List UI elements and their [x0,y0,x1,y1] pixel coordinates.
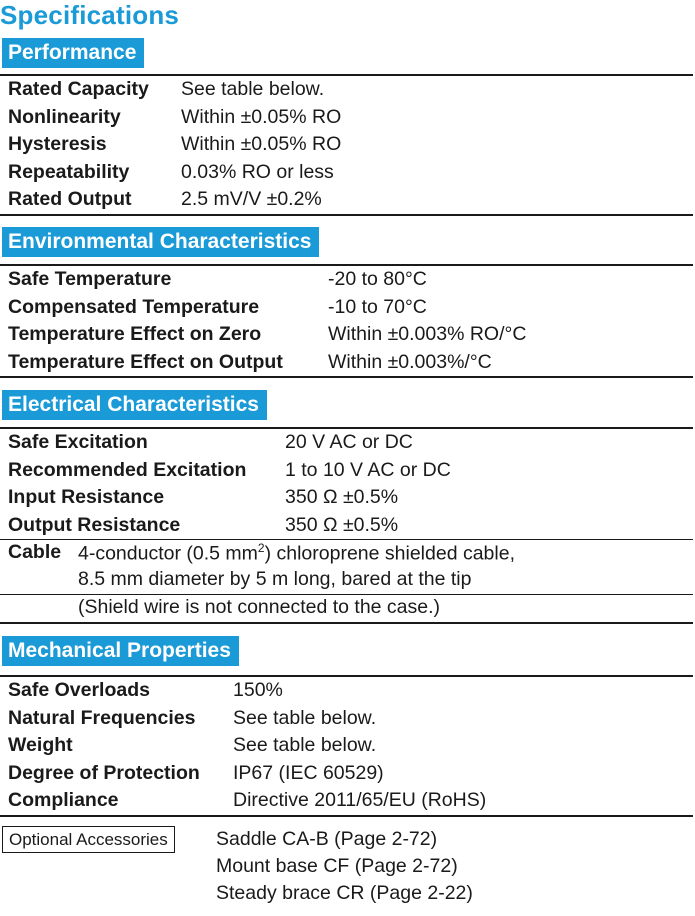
spec-value: 20 V AC or DC [285,431,413,453]
accessory-item: Saddle CA-B (Page 2-72) [216,828,438,850]
performance-heading: Performance [2,38,144,68]
spec-value: Within ±0.05% RO [181,105,342,128]
spec-value: -20 to 80°C [328,268,427,290]
spec-label: Rated Capacity [8,78,149,100]
spec-label: Safe Overloads [8,679,150,701]
spec-label: Recommended Excitation [8,458,247,481]
optional-accessories-label: Optional Accessories [2,826,175,853]
accessory-item: Steady brace CR (Page 2-22) [216,882,473,904]
spec-row [0,429,693,457]
spec-row [0,349,693,377]
spec-row [0,266,693,294]
spec-label: Nonlinearity [8,105,121,128]
spec-label: Degree of Protection [8,761,200,784]
spec-value: 350 Ω ±0.5% [285,486,399,508]
spec-label: Rated Output [8,188,132,210]
performance-table [0,74,693,216]
spec-row [0,186,693,214]
spec-row [0,732,693,760]
cable-line-1-end: ) chloroprene shielded cable, [264,542,515,565]
spec-value: -10 to 70°C [328,295,427,318]
environmental-heading: Environmental Characteristics [2,227,319,257]
spec-value: See table below. [233,734,377,756]
page-title: Specifications [0,0,180,30]
spec-label: Repeatability [8,160,130,183]
spec-label: Natural Frequencies [8,706,196,729]
accessory-item: Mount base CF (Page 2-72) [216,855,458,877]
spec-value: See table below. [181,78,325,100]
spec-value: See table below. [233,706,377,729]
spec-row [0,131,693,159]
spec-value: Within ±0.003% RO/°C [328,323,527,345]
spec-value: Within ±0.003%/°C [328,350,492,373]
spec-label: Hysteresis [8,133,107,155]
cable-divider [0,594,693,595]
spec-row [0,159,693,187]
spec-value: 350 Ω ±0.5% [285,513,399,536]
spec-value: Within ±0.05% RO [181,133,342,155]
spec-row [0,104,693,132]
cable-label: Cable [8,541,62,563]
spec-value: 2.5 mV/V ±0.2% [181,188,322,210]
spec-row [0,457,693,485]
spec-label: Weight [8,734,73,756]
cable-superscript: 2 [257,541,265,555]
spec-label: Safe Temperature [8,268,172,290]
spec-value: IP67 (IEC 60529) [233,761,384,784]
spec-label: Compensated Temperature [8,295,260,318]
electrical-heading: Electrical Characteristics [2,390,267,420]
spec-label: Safe Excitation [8,431,148,453]
accessories-list [216,826,473,907]
spec-row [0,705,693,733]
cable-line-3: (Shield wire is not connected to the case.) [78,596,441,618]
environmental-table [0,264,693,378]
cable-row [0,539,693,622]
spec-row [0,787,693,815]
spec-value: Directive 2011/65/EU (RoHS) [233,789,487,811]
spec-row [0,321,693,349]
mechanical-heading: Mechanical Properties [2,636,239,666]
electrical-table [0,427,693,624]
spec-row [0,76,693,104]
spec-value: 1 to 10 V AC or DC [285,458,451,481]
spec-row [0,512,693,540]
cable-line-1-text: 4-conductor (0.5 mm [78,542,258,565]
spec-row [0,760,693,788]
spec-label: Output Resistance [8,513,181,536]
spec-row [0,677,693,705]
spec-value: 0.03% RO or less [181,160,334,183]
spec-label: Temperature Effect on Output [8,350,283,373]
spec-row [0,294,693,322]
spec-row [0,484,693,512]
spec-label: Compliance [8,789,119,811]
cable-line-1 [78,541,515,566]
spec-value: 150% [233,679,283,701]
cable-line-2: 8.5 mm diameter by 5 m long, bared at the tip [78,568,472,590]
mechanical-table [0,675,693,817]
spec-label: Input Resistance [8,486,165,508]
spec-label: Temperature Effect on Zero [8,323,262,345]
